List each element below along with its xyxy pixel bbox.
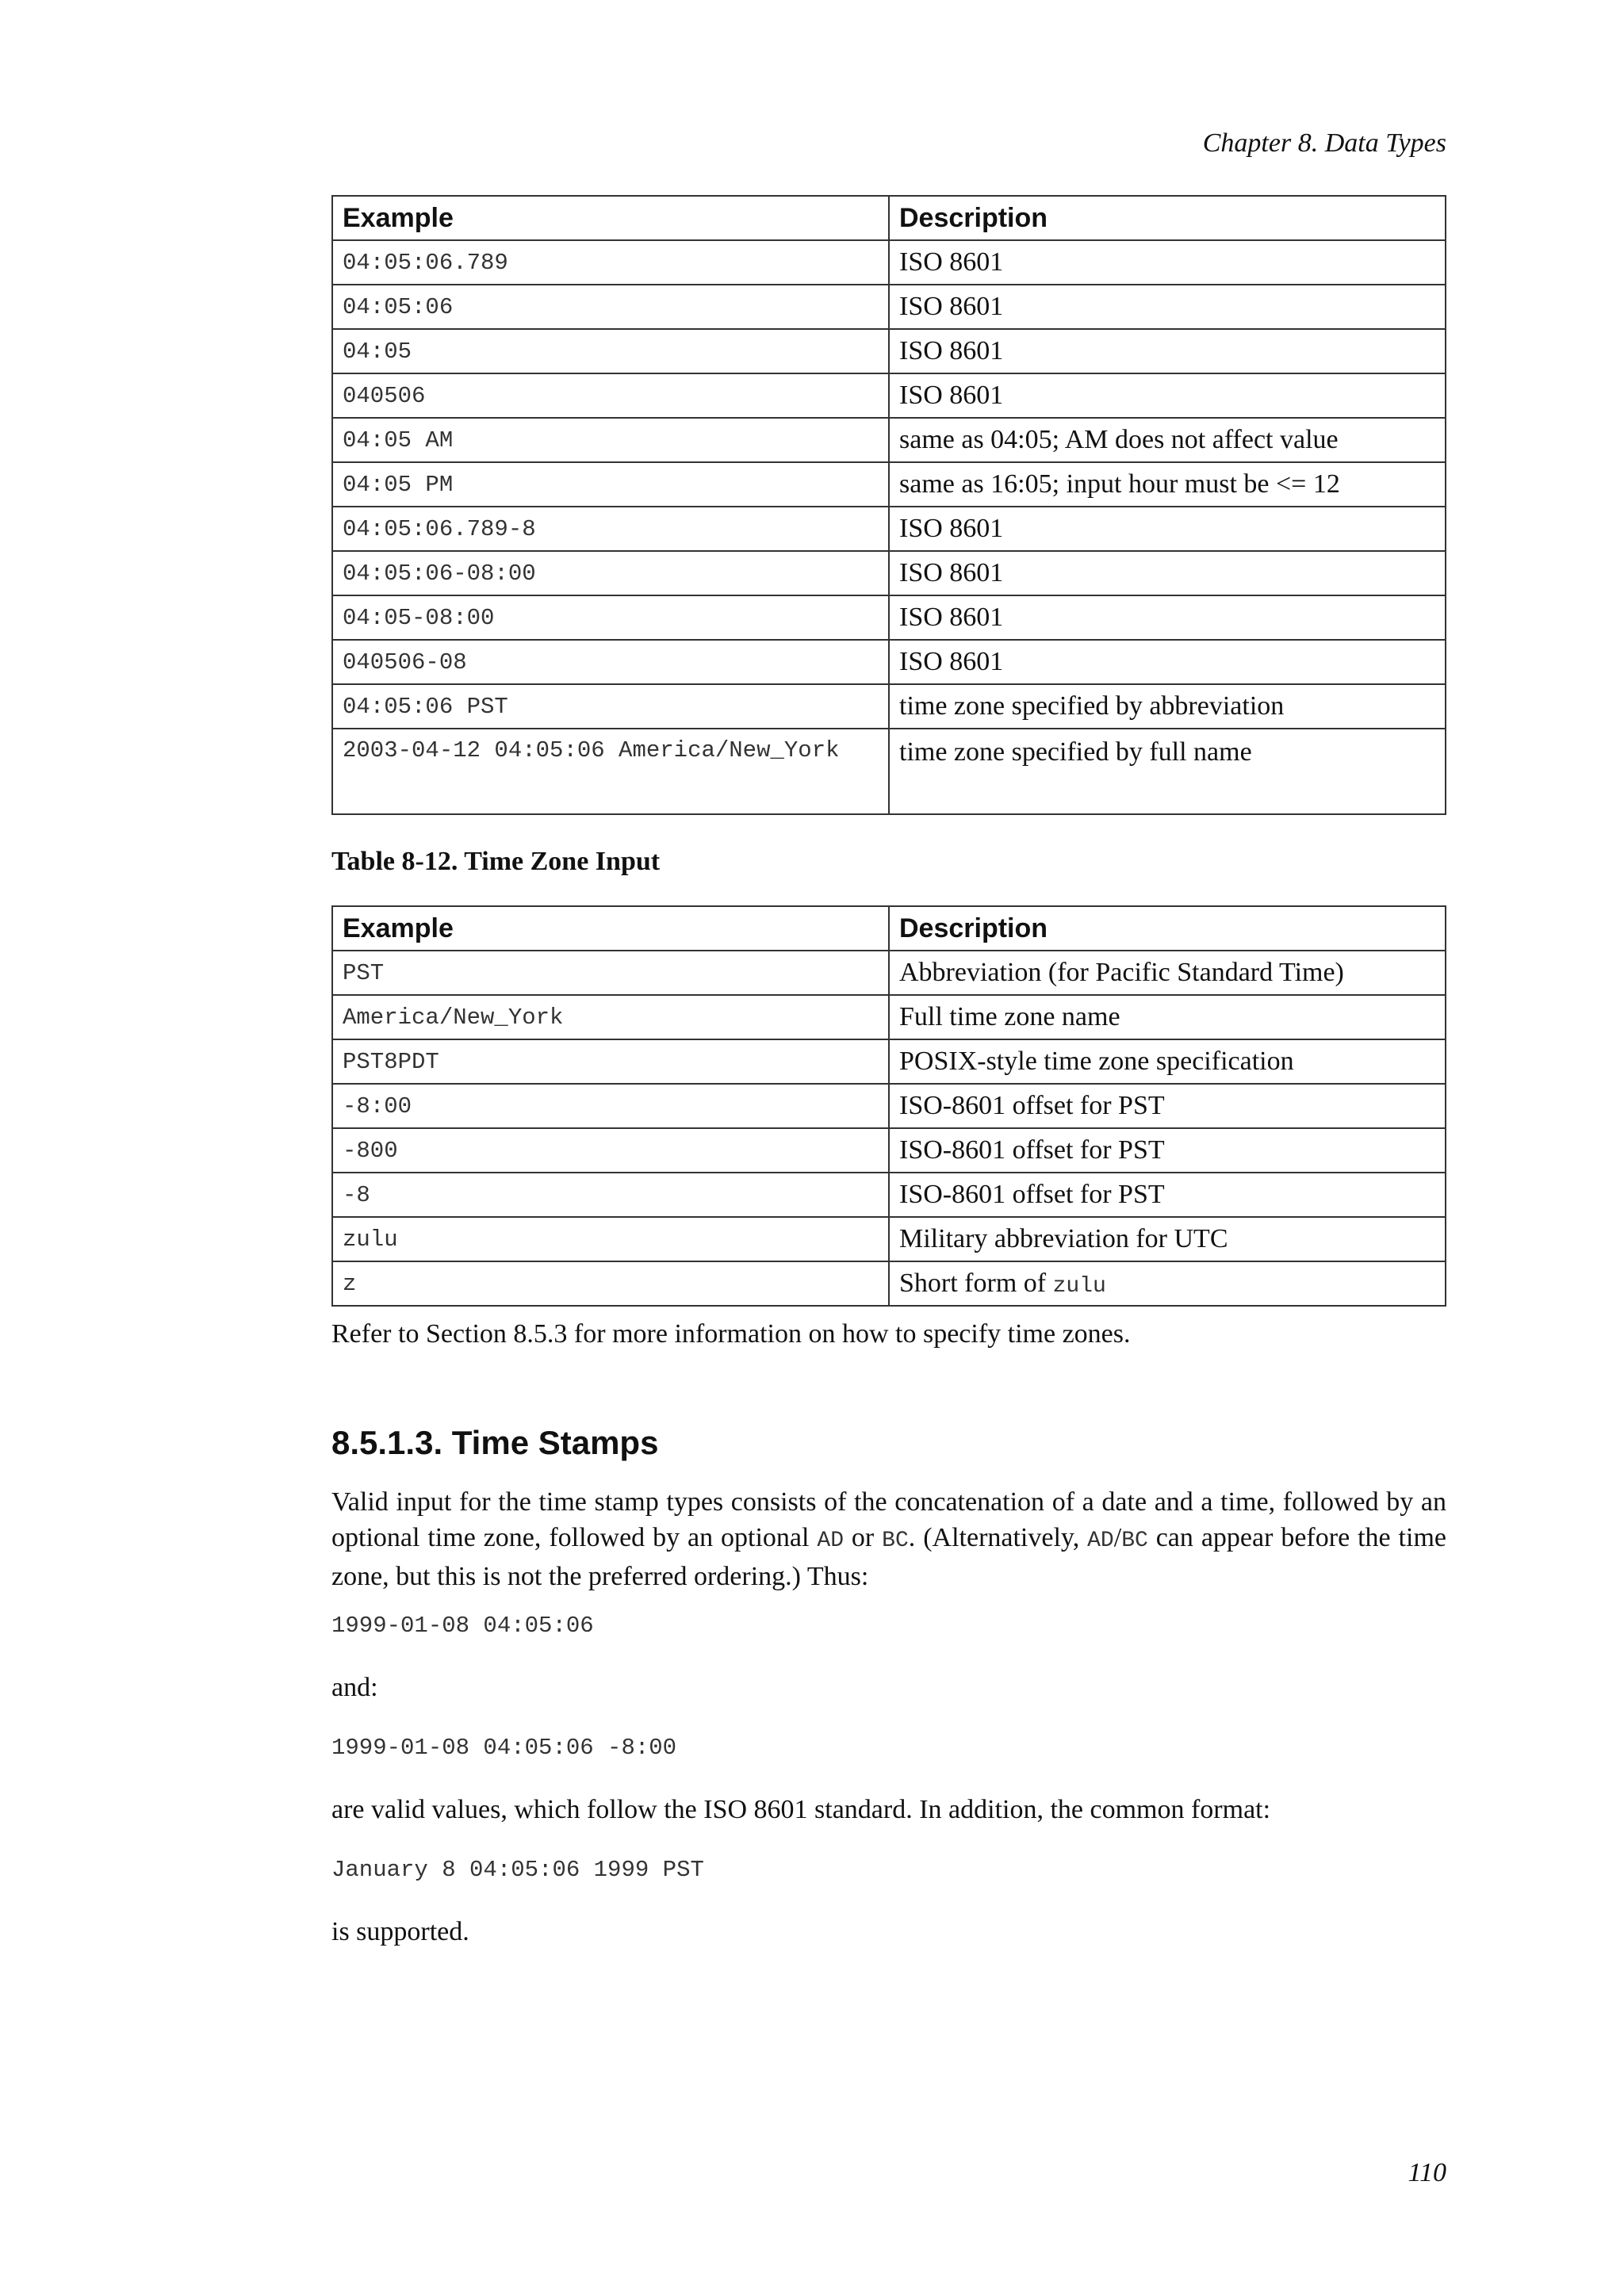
description-cell: POSIX-style time zone specification (889, 1039, 1446, 1084)
table-row (332, 1173, 1446, 1217)
description-cell: same as 16:05; input hour must be <= 12 (889, 462, 1446, 507)
description-cell: Full time zone name (889, 995, 1446, 1039)
table-row (332, 1128, 1446, 1173)
description-cell: ISO 8601 (889, 640, 1446, 684)
page-number: 110 (1408, 2158, 1446, 2187)
paragraph-text: Valid input for the time stamp types consists of the concatenation of a date and a time, followed by an optional time zone, followed by an optional (331, 1487, 1446, 1552)
table-row (332, 640, 1446, 684)
example-cell: PST (332, 951, 889, 995)
inline-code: zulu (1052, 1274, 1106, 1299)
description-cell: Military abbreviation for UTC (889, 1217, 1446, 1261)
example-cell: 04:05:06-08:00 (332, 551, 889, 595)
description-cell: ISO 8601 (889, 285, 1446, 329)
document-page (331, 0, 1446, 2296)
table-row (332, 1217, 1446, 1261)
table-row (332, 329, 1446, 373)
paragraph-text: or (844, 1523, 883, 1552)
table-row (332, 1261, 1446, 1306)
table-row (332, 1084, 1446, 1128)
description-cell: time zone specified by abbreviation (889, 684, 1446, 729)
description-cell: ISO 8601 (889, 595, 1446, 640)
example-cell: -800 (332, 1128, 889, 1173)
example-cell: 2003-04-12 04:05:06 America/New_York (332, 729, 889, 814)
example-cell: 040506 (332, 373, 889, 418)
inline-code-ad: AD (817, 1529, 844, 1553)
paragraph-text: / (1113, 1523, 1122, 1552)
description-cell: ISO-8601 offset for PST (889, 1128, 1446, 1173)
column-header-description: Description (889, 196, 1446, 240)
example-cell: 04:05 AM (332, 418, 889, 462)
example-cell: z (332, 1261, 889, 1306)
table-row (332, 285, 1446, 329)
inline-code-ad: AD (1087, 1529, 1114, 1553)
section-heading: 8.5.1.3. Time Stamps (331, 1424, 659, 1461)
paragraph-text: can appear before the time zone, but this is not the preferred ordering.) Thus: (331, 1523, 1446, 1591)
description-cell: time zone specified by full name (889, 729, 1446, 814)
example-cell: PST8PDT (332, 1039, 889, 1084)
table-row (332, 995, 1446, 1039)
inline-code-bc: BC (1121, 1529, 1148, 1553)
example-cell: 040506-08 (332, 640, 889, 684)
body-text: and: (331, 1673, 378, 1702)
example-cell: 04:05:06 PST (332, 684, 889, 729)
table-row (332, 418, 1446, 462)
example-cell: 04:05:06 (332, 285, 889, 329)
example-cell: 04:05:06.789-8 (332, 507, 889, 551)
table-row (332, 240, 1446, 285)
table-row (332, 951, 1446, 995)
table-header-row (332, 906, 1446, 951)
description-text: Short form of (899, 1269, 1053, 1298)
table-row (332, 551, 1446, 595)
example-cell: 04:05 (332, 329, 889, 373)
column-header-example: Example (332, 196, 889, 240)
body-text: is supported. (331, 1917, 469, 1946)
description-cell: ISO 8601 (889, 507, 1446, 551)
column-header-example: Example (332, 906, 889, 951)
example-cell: -8 (332, 1173, 889, 1217)
description-cell: ISO 8601 (889, 551, 1446, 595)
description-cell: same as 04:05; AM does not affect value (889, 418, 1446, 462)
description-cell: Abbreviation (for Pacific Standard Time) (889, 951, 1446, 995)
table-row (332, 684, 1446, 729)
inline-code-bc: BC (882, 1529, 909, 1553)
reference-text: Refer to Section 8.5.3 for more information on how to specify time zones. (331, 1319, 1131, 1349)
column-header-description: Description (889, 906, 1446, 951)
description-cell: ISO-8601 offset for PST (889, 1084, 1446, 1128)
table-row (332, 373, 1446, 418)
time-zone-input-table (331, 905, 1446, 1307)
description-cell (889, 1261, 1446, 1306)
running-header: Chapter 8. Data Types (1202, 128, 1446, 158)
table-header-row (332, 196, 1446, 240)
table-row (332, 462, 1446, 507)
description-cell: ISO-8601 offset for PST (889, 1173, 1446, 1217)
time-input-table (331, 195, 1446, 815)
paragraph-text: . (Alternatively, (908, 1523, 1088, 1552)
table-row (332, 1039, 1446, 1084)
description-cell: ISO 8601 (889, 329, 1446, 373)
example-cell: 04:05:06.789 (332, 240, 889, 285)
example-cell: 04:05-08:00 (332, 595, 889, 640)
description-cell: ISO 8601 (889, 240, 1446, 285)
table-caption: Table 8-12. Time Zone Input (331, 847, 661, 876)
table-row (332, 729, 1446, 814)
code-example: 1999-01-08 04:05:06 -8:00 (331, 1735, 677, 1761)
code-example: January 8 04:05:06 1999 PST (331, 1857, 704, 1883)
body-text: are valid values, which follow the ISO 8601 standard. In addition, the common format: (331, 1795, 1271, 1824)
example-cell: zulu (332, 1217, 889, 1261)
example-cell: -8:00 (332, 1084, 889, 1128)
code-example: 1999-01-08 04:05:06 (331, 1613, 594, 1639)
example-cell: 04:05 PM (332, 462, 889, 507)
example-cell: America/New_York (332, 995, 889, 1039)
body-paragraph (331, 1484, 1446, 1594)
table-row (332, 595, 1446, 640)
description-cell: ISO 8601 (889, 373, 1446, 418)
table-row (332, 507, 1446, 551)
